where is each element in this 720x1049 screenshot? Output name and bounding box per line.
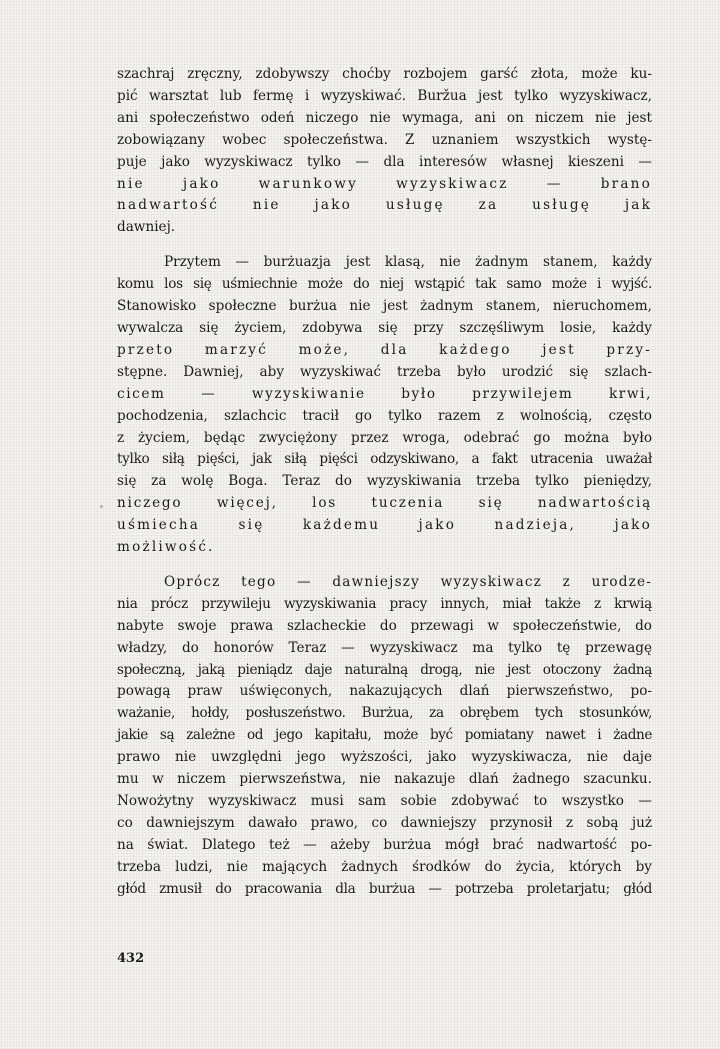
text-line: ani społeczeństwo odeń niczego nie wymaga, ani on niczem nie jest: [117, 109, 652, 126]
text-line: mu w niczem pierwszeństwa, nie nakazuje dlań żadnego szacunku.: [117, 771, 652, 788]
text-line: się za wolę Boga. Teraz do wyzyskiwania trzeba tylko pieniędzy,: [117, 473, 652, 490]
text-line: Oprócz tego — dawniejszy wyzyskiwacz z urodze-: [164, 573, 652, 590]
text-line: cicem — wyzyskiwanie było przywilejem krwi,: [117, 385, 652, 402]
text-line: jakie są zależne od jego kapitału, może być pomiatany nawet i żadne: [117, 727, 652, 744]
text-line: trzeba ludzi, nie mających żadnych środków do życia, których by: [117, 858, 652, 875]
text-line: na świat. Dlatego też — ażeby burżua mógł brać nadwartość po-: [117, 836, 652, 853]
text-line: pić warsztat lub fermę i wyzyskiwać. Buržua jest tylko wyzyskiwacz,: [117, 87, 652, 104]
text-line: dawniej.: [117, 219, 176, 236]
page-body: [117, 64, 652, 901]
text-line: głód zmusił do pracowania dla burżua — potrzeba proletarjatu; głód: [117, 880, 652, 897]
text-line: powagą praw uświęconych, nakazujących dlań pierwszeństwo, po-: [117, 683, 652, 700]
text-line: Przytem — burżuazja jest klasą, nie żadnym stanem, każdy: [164, 254, 652, 271]
text-line: komu los się uśmiechnie może do niej wstąpić tak samo może i wyjść.: [117, 276, 652, 293]
text-line: społeczną, jaką pieniądz daje naturalną drogą, nie jest otoczony żadną: [117, 661, 652, 678]
paragraph-1: [117, 64, 652, 239]
text-line: władzy, do honorów Teraz — wyzyskiwacz ma tylko tę przewagę: [117, 639, 652, 656]
text-line: puje jako wyzyskiwacz tylko — dla interesów własnej kieszeni —: [117, 153, 652, 170]
page-number: 432: [117, 951, 145, 966]
text-line: ważanie, hołdy, posłuszeństwo. Burżua, za obrębem tych stosunków,: [117, 705, 652, 722]
text-line: tylko siłą pięści, jak siłą pięści odzyskiwano, a fakt utracenia uważał: [117, 451, 652, 468]
paragraph-3: [117, 572, 652, 901]
text-line: uśmiecha się każdemu jako nadzieja, jako: [117, 517, 652, 534]
text-line: zobowiązany wobec społeczeństwa. Z uznaniem wszystkich wystę-: [117, 131, 652, 148]
text-line: nabyte swoje prawa szlacheckie do przewagi w społeczeństwie, do: [117, 617, 652, 634]
text-line: nie jako warunkowy wyzyskiwacz — brano: [117, 175, 652, 192]
text-line: Nowożytny wyzyskiwacz musi sam sobie zdobywać to wszystko —: [117, 793, 652, 809]
text-line: nadwartość nie jako usługę za usługę jak: [117, 197, 652, 214]
text-line: z życiem, będąc zwyciężony przez wroga, odebrać go można było: [117, 429, 652, 446]
text-line: przeto marzyć może, dla każdego jest przy-: [117, 341, 652, 358]
text-line: pochodzenia, szlachcic tracił go tylko razem z wolnością, często: [117, 407, 652, 424]
text-line: prawo nie uwzględni jego wyższości, jako wyzyskiwacza, nie daje: [117, 749, 652, 766]
paragraph-2: [117, 252, 652, 559]
text-line: nia prócz przywileju wyzyskiwania pracy innych, miał także z krwią: [117, 595, 652, 612]
paper-speck: [100, 505, 103, 508]
text-line: możliwość.: [117, 539, 215, 556]
text-line: stępne. Dawniej, aby wyzyskiwać trzeba było urodzić się szlach-: [117, 363, 652, 380]
text-line: co dawniejszym dawało prawo, co dawniejszy przynosił z sobą już: [117, 814, 652, 831]
text-line: szachraj zręczny, zdobywszy choćby rozbojem garść złota, może ku-: [117, 66, 652, 82]
text-line: Stanowisko społeczne burżua nie jest żadnym stanem, nieruchomem,: [117, 298, 652, 315]
text-line: wywalcza się życiem, zdobywa się przy szczęśliwym losie, każdy: [117, 319, 652, 336]
text-line: niczego więcej, los tuczenia się nadwartością: [117, 495, 652, 512]
